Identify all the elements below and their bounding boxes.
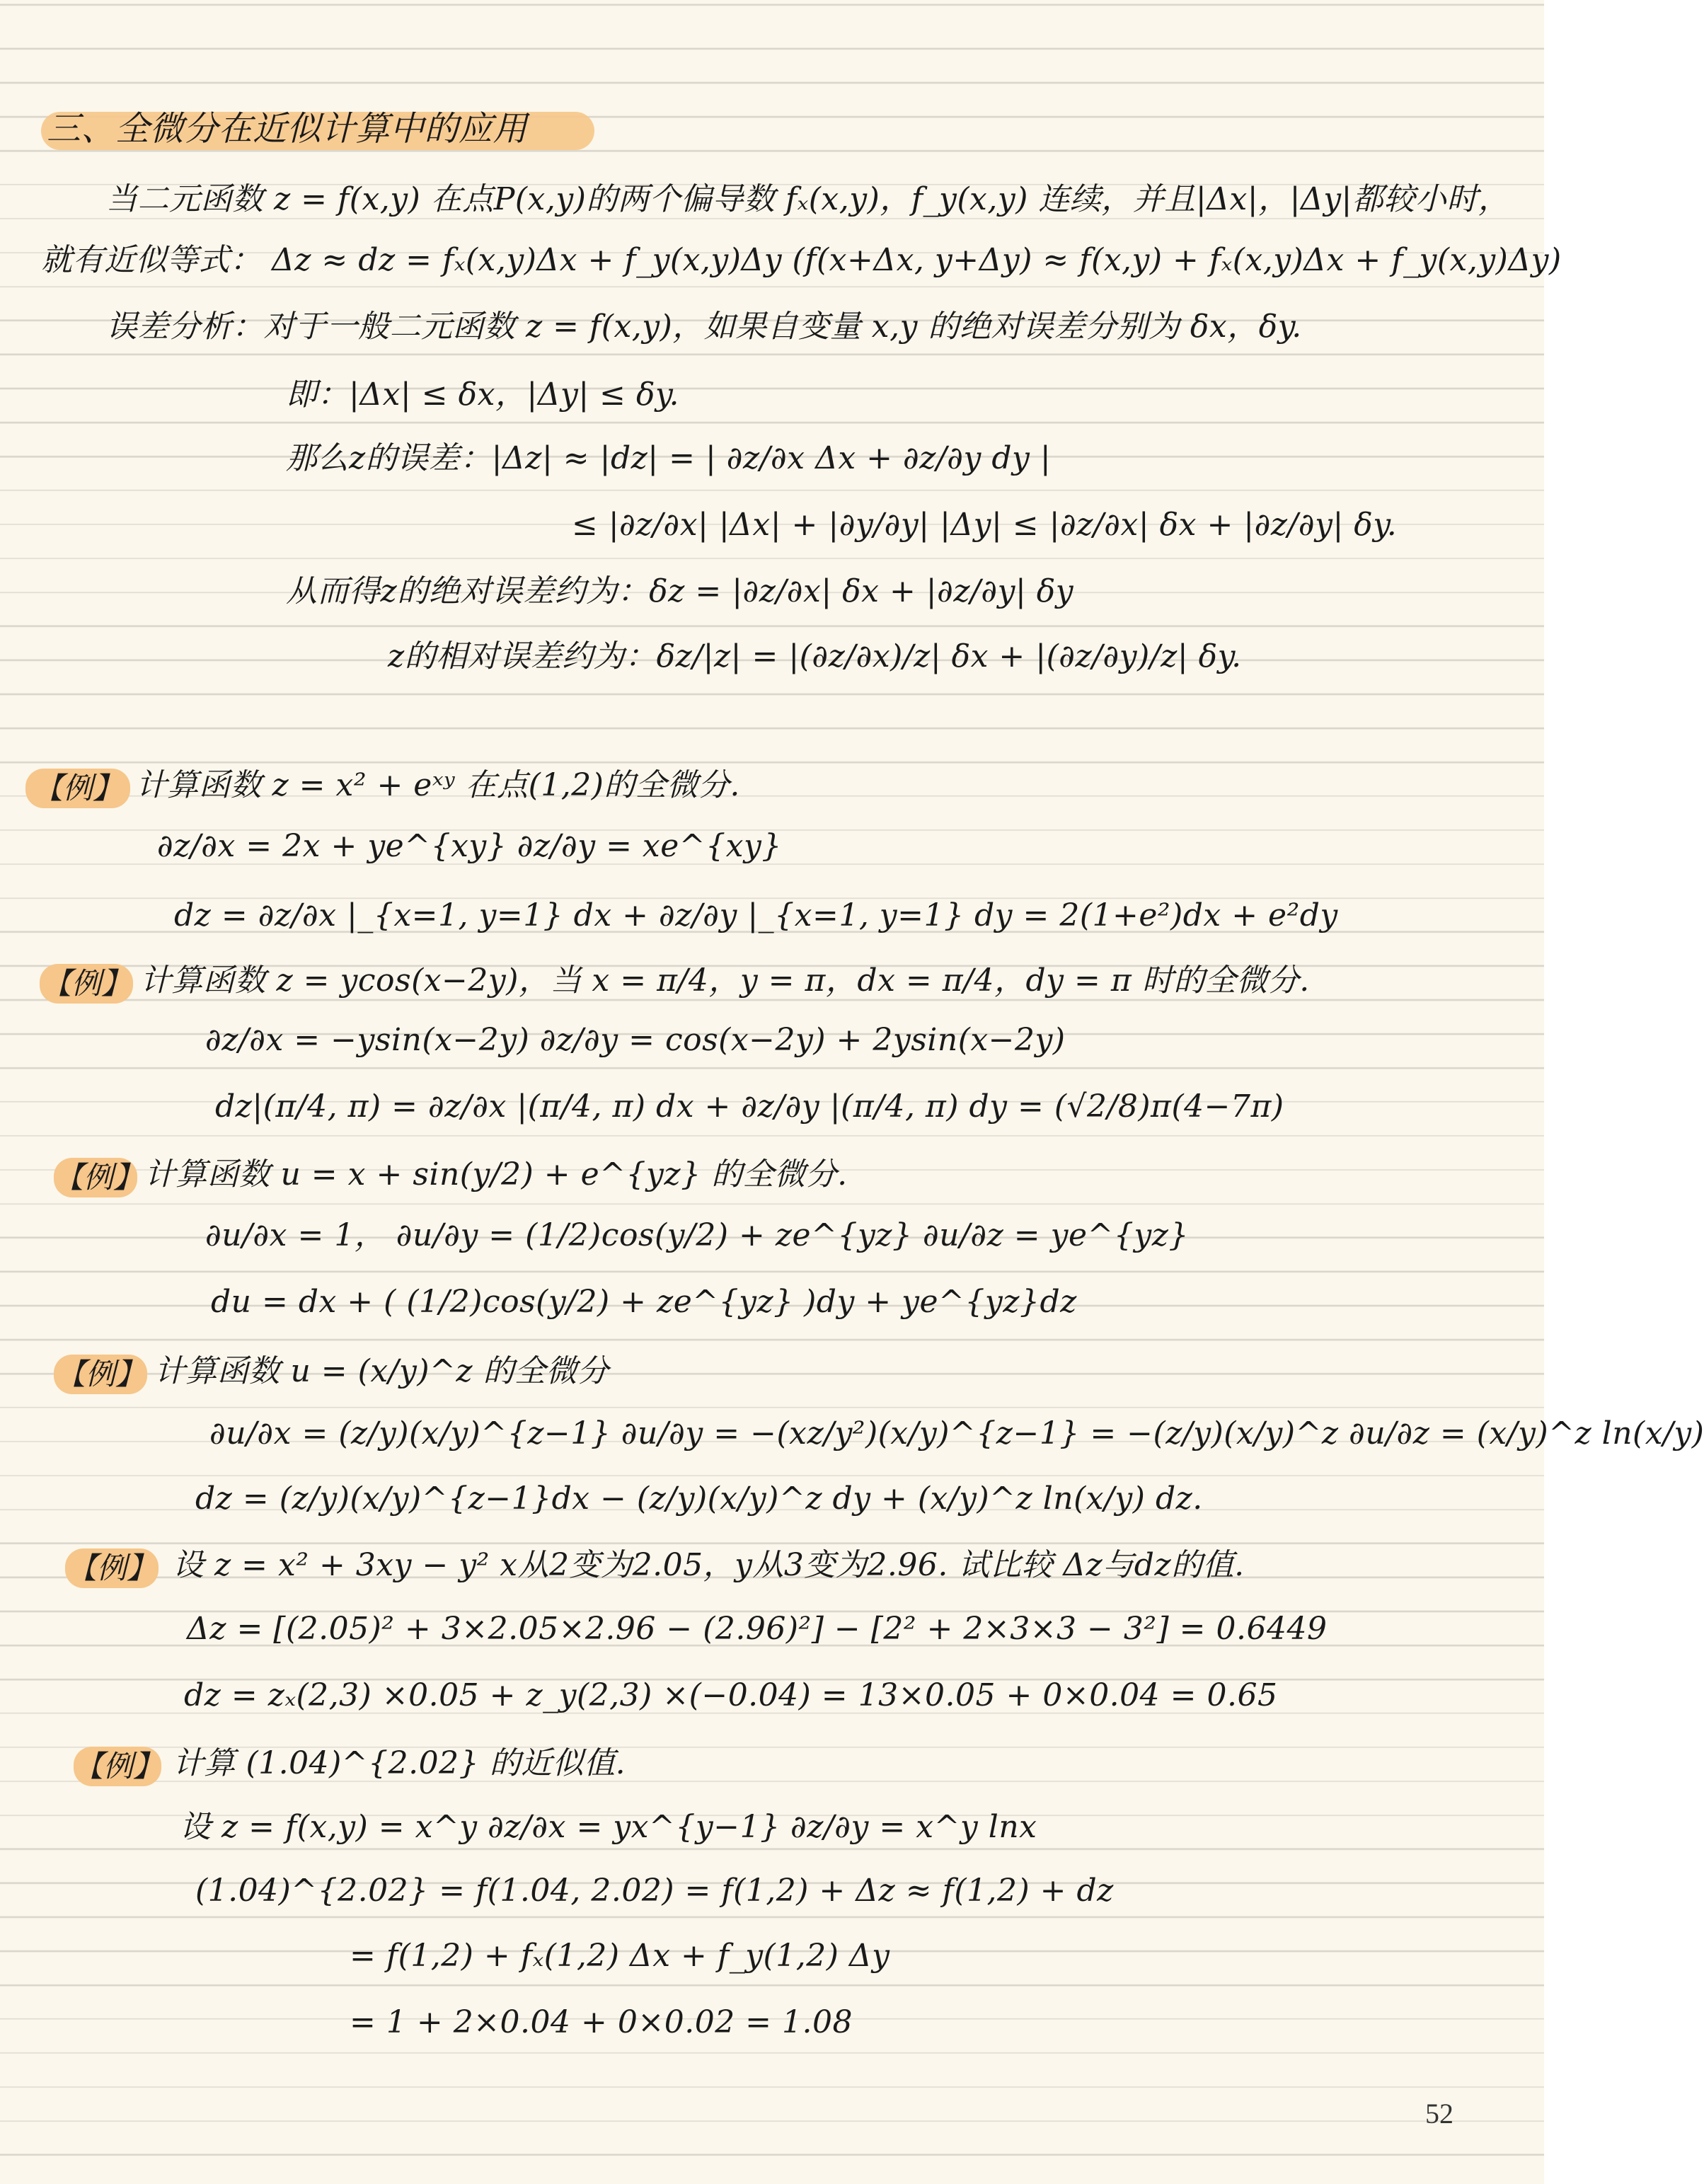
section-title: 三、全微分在近似计算中的应用 [47,109,528,149]
example-tag: 【例】 [54,1158,137,1197]
example-tag: 【例】 [40,964,133,1004]
example-problem: 计算函数 u = x + sin(y/2) + e^{yz} 的全微分. [144,1156,848,1192]
intro-line-1: 当二元函数 z = f(x,y) 在点P(x,y)的两个偏导数 fₓ(x,y)，f_y(x,y) 连续，并且|Δx|，|Δy|都较小时， [106,181,1510,217]
example-step: ∂z/∂x = 2x + ye^{xy} ∂z/∂y = xe^{xy} [157,828,782,864]
example-step: ∂u/∂x = 1， ∂u/∂y = (1/2)cos(y/2) + ze^{yz} ∂u/∂z = ye^{yz} [205,1217,1189,1253]
error-analysis-line-4: ≤ |∂z/∂x| |Δx| + |∂y/∂y| |Δy| ≤ |∂z/∂x| δx + |∂z/∂y| δy. [572,507,1398,543]
example-tag: 【例】 [65,1548,159,1588]
example-step: 设 z = f(x,y) = x^y ∂z/∂x = yx^{y−1} ∂z/∂y = x^y lnx [180,1809,1037,1845]
page-number: 52 [1425,2098,1453,2130]
example-tag: 【例】 [54,1355,147,1394]
error-analysis-line-1: 误差分析：对于一般二元函数 z = f(x,y)，如果自变量 x,y 的绝对误差分别为 δx，δy. [106,309,1302,345]
intro-line-2: 就有近似等式： Δz ≈ dz = fₓ(x,y)Δx + f_y(x,y)Δy (f(x+Δx, y+Δy) ≈ f(x,y) + fₓ(x,y)Δx + f_y(x,y)Δy) [41,242,1562,278]
example-problem: 计算 (1.04)^{2.02} 的近似值. [173,1745,626,1781]
example-step: dz|(π/4, π) = ∂z/∂x |(π/4, π) dx + ∂z/∂y |(π/4, π) dy = (√2/8)π(4−7π) [215,1088,1284,1125]
example-step: = f(1,2) + fₓ(1,2) Δx + f_y(1,2) Δy [350,1938,890,1974]
error-analysis-line-2: 即：|Δx| ≤ δx，|Δy| ≤ δy. [286,377,679,413]
error-analysis-line-5: 从而得z的绝对误差约为：δz = |∂z/∂x| δx + |∂z/∂y| δy [286,573,1074,609]
error-analysis-line-6: z的相对误差约为：δz/|z| = |(∂z/∂x)/z| δx + |(∂z/∂y)/z| δy. [388,638,1242,674]
example-tag: 【例】 [74,1747,161,1786]
example-step: dz = ∂z/∂x |_{x=1, y=1} dx + ∂z/∂y |_{x=1, y=1} dy = 2(1+e²)dx + e²dy [174,897,1338,933]
example-problem: 计算函数 z = x² + eˣʸ 在点(1,2)的全微分. [136,767,740,803]
example-step: Δz = [(2.05)² + 3×2.05×2.96 − (2.96)²] − [2² + 2×3×3 − 3²] = 0.6449 [187,1611,1328,1647]
example-step: dz = zₓ(2,3) ×0.05 + z_y(2,3) ×(−0.04) = 13×0.05 + 0×0.04 = 0.65 [184,1677,1278,1713]
example-problem: 计算函数 u = (x/y)^z 的全微分 [154,1353,609,1389]
example-step: (1.04)^{2.02} = f(1.04, 2.02) = f(1,2) + Δz ≈ f(1,2) + dz [195,1873,1114,1909]
example-step: = 1 + 2×0.04 + 0×0.02 = 1.08 [350,2004,853,2040]
example-step: ∂z/∂x = −ysin(x−2y) ∂z/∂y = cos(x−2y) + 2ysin(x−2y) [205,1022,1066,1058]
example-step: ∂u/∂x = (z/y)(x/y)^{z−1} ∂u/∂y = −(xz/y²)(x/y)^{z−1} = −(z/y)(x/y)^z ∂u/∂z = (x/y)^z ln(x/y) [209,1415,1704,1452]
example-step: du = dx + ( (1/2)cos(y/2) + ze^{yz} )dy + ye^{yz}dz [211,1284,1077,1320]
example-step: dz = (z/y)(x/y)^{z−1}dx − (z/y)(x/y)^z dy + (x/y)^z ln(x/y) dz. [195,1481,1203,1517]
example-problem: 设 z = x² + 3xy − y² x从2变为2.05，y从3变为2.96. 试比较 Δz与dz的值. [173,1547,1245,1583]
example-problem: 计算函数 z = ycos(x−2y)，当 x = π/4，y = π，dx = π/4，dy = π 时的全微分. [140,962,1310,999]
example-tag: 【例】 [25,769,130,808]
error-analysis-line-3: 那么z的误差：|Δz| ≈ |dz| = | ∂z/∂x Δx + ∂z/∂y dy | [286,440,1052,476]
